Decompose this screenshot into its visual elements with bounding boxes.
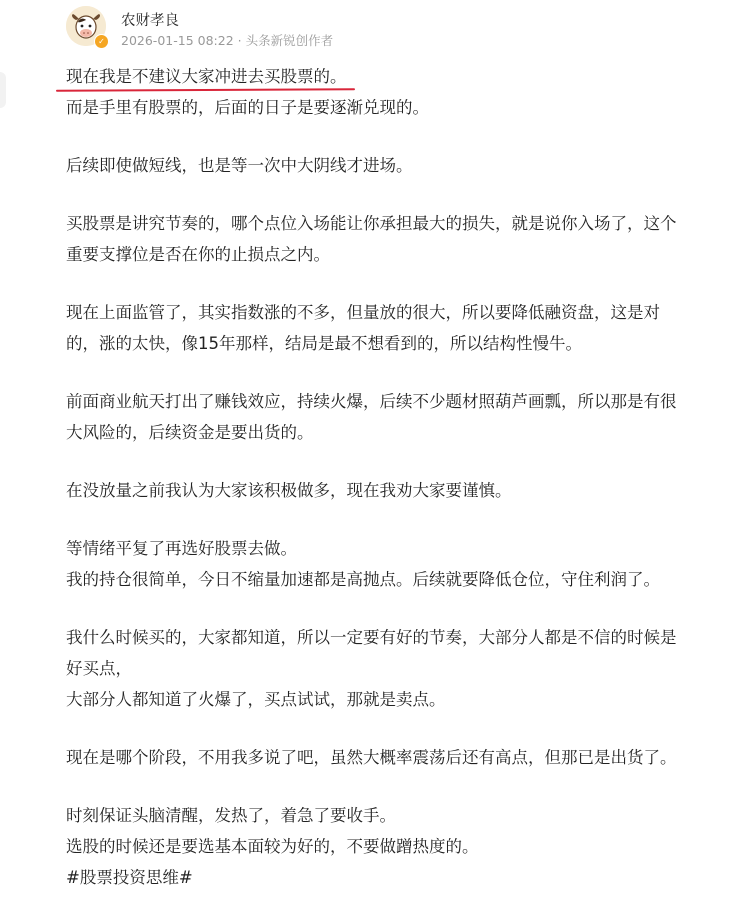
post-date: 2026-01-15 08:22 [121, 33, 234, 48]
author-name[interactable]: 农财孝良 [121, 13, 179, 29]
paragraph-line: 后续即使做短线，也是等一次中大阴线才进场。 [66, 156, 413, 175]
paragraph-line: 大风险的，后续资金是要出货的。 [66, 423, 314, 442]
paragraph-line: 的，涨的太快，像15年那样，结局是最不想看到的，所以结构性慢牛。 [66, 334, 582, 353]
paragraph-line: 而是手里有股票的，后面的日子是要逐渐兑现的。 [66, 98, 429, 117]
paragraph-line: 等情绪平复了再选好股票去做。 [66, 539, 297, 558]
post-body [66, 61, 738, 893]
paragraph-line: 时刻保证头脑清醒，发热了，着急了要收手。 [66, 806, 396, 825]
highlighted-sentence [66, 61, 347, 92]
paragraph-line: 现在上面监管了，其实指数涨的不多，但量放的很大，所以要降低融资盘，这是对 [66, 303, 660, 322]
left-edge-tab [0, 72, 6, 108]
paragraph-line: 重要支撑位是否在你的止损点之内。 [66, 245, 330, 264]
post-meta [121, 31, 333, 49]
paragraph-line: 现在是哪个阶段，不用我多说了吧，虽然大概率震荡后还有高点，但那已是出货了。 [66, 748, 677, 767]
paragraph-line: 我什么时候买的，大家都知道，所以一定要有好的节奏，大部分人都是不信的时候是 [66, 628, 677, 647]
paragraph-line: 好买点， [66, 659, 132, 678]
paragraph-line: 在没放量之前我认为大家该积极做多，现在我劝大家要谨慎。 [66, 481, 512, 500]
author-role: 头条新锐创作者 [245, 33, 334, 48]
paragraph-line: 选股的时候还是要选基本面较为好的，不要做蹭热度的。 [66, 837, 479, 856]
paragraph-line: 前面商业航天打出了赚钱效应，持续火爆，后续不少题材照葫芦画瓢，所以那是有很 [66, 392, 677, 411]
red-underline-annotation [56, 88, 355, 92]
meta-separator: · [237, 33, 242, 48]
verified-badge-icon: ✓ [94, 34, 109, 49]
paragraph-line: 大部分人都知道了火爆了，买点试试，那就是卖点。 [66, 690, 446, 709]
paragraph-line: 买股票是讲究节奏的，哪个点位入场能让你承担最大的损失，就是说你入场了，这个 [66, 214, 677, 233]
avatar[interactable] [66, 6, 106, 46]
paragraph-line: 我的持仓很简单，今日不缩量加速都是高抛点。后续就要降低仓位，守住利润了。 [66, 570, 660, 589]
paragraph-line [66, 61, 738, 92]
line-text: 现在我是不建议大家冲进去买股票的。 [66, 67, 347, 86]
post-header [66, 6, 726, 54]
hashtag-link[interactable]: #股票投资思维# [66, 868, 193, 887]
